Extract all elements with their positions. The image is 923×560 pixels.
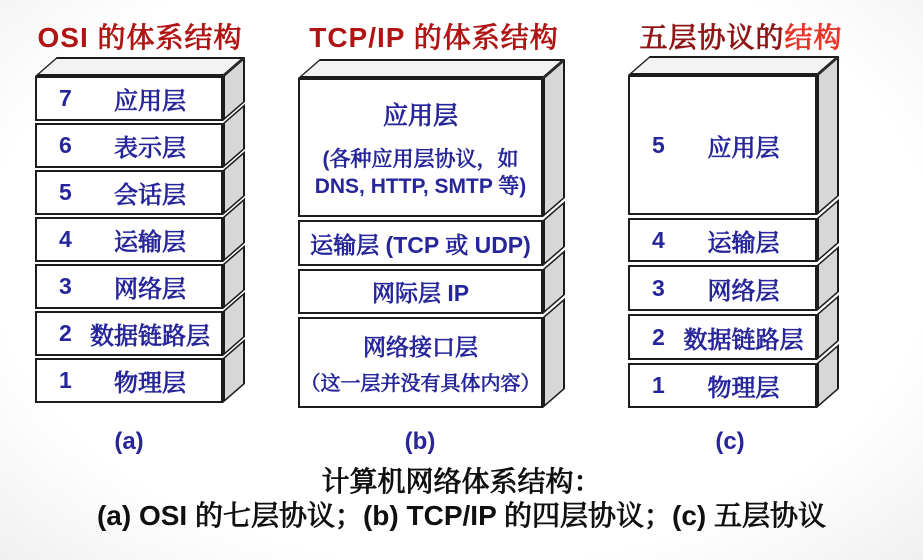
- layer-label: 运输层 (TCP 或 UDP): [310, 231, 531, 258]
- layer-label: 应用层: [382, 101, 458, 130]
- osi-layer-5: [35, 170, 223, 215]
- figure-caption-line-1: 计算机网络体系结构：: [321, 466, 602, 497]
- layer-label: 物理层: [707, 375, 780, 402]
- layer-label: 运输层: [114, 229, 186, 256]
- layer-number: 4: [59, 226, 72, 252]
- layer-label: 网络接口层: [363, 334, 478, 360]
- layer-number: 6: [59, 132, 72, 158]
- tcpip-layer-transport: [298, 220, 543, 266]
- layer-label: 表示层: [114, 135, 186, 162]
- stack-side-face: [817, 56, 839, 215]
- caption-a: (a): [114, 428, 144, 455]
- tcpip-layer-application: [298, 78, 543, 217]
- layer-number: 7: [59, 85, 72, 111]
- layer-label: 会话层: [114, 182, 186, 209]
- osi-stack-title: OSI 的体系结构: [37, 22, 243, 53]
- layer-label: 应用层: [114, 88, 186, 115]
- stack-side-face: [543, 59, 565, 217]
- figure-caption-line-2: (a) OSI 的七层协议；(b) TCP/IP 的四层协议；(c) 五层协议: [96, 500, 827, 531]
- stack-top-face: [628, 56, 839, 75]
- layer-sublabel: DNS, HTTP, SMTP 等): [314, 174, 527, 198]
- tcpip-layer-network-interface: [298, 317, 543, 408]
- layer-sublabel: （这一层并没有具体内容）: [300, 373, 541, 395]
- caption-c: (c): [715, 428, 745, 455]
- layer-number: 3: [59, 273, 72, 299]
- layer-label: 网际层 IP: [371, 280, 470, 306]
- five-layer-stack-title: [612, 16, 870, 56]
- layer-number: 1: [652, 372, 665, 398]
- osi-layer-1: [35, 358, 223, 403]
- layer-number: 4: [652, 226, 665, 253]
- layer-label: 数据链路层: [90, 323, 210, 350]
- osi-layer-4: [35, 217, 223, 262]
- five-layer-title-dark-part: 五层协议的: [639, 22, 785, 53]
- caption-b: (b): [404, 428, 436, 455]
- layer-number: 2: [59, 320, 72, 346]
- osi-stack: [35, 76, 223, 403]
- five-layer-5: [628, 75, 817, 215]
- five-layer-title-bright-part: 结构: [784, 22, 843, 53]
- stack-top-face: [35, 57, 245, 76]
- osi-layer-2: [35, 311, 223, 356]
- osi-layer-7: [35, 76, 223, 121]
- layer-sublabel: (各种应用层协议，如: [322, 147, 519, 171]
- layer-number: 5: [652, 131, 665, 158]
- layer-label: 网络层: [707, 277, 780, 305]
- layer-number: 3: [652, 274, 665, 301]
- osi-layer-6: [35, 123, 223, 168]
- five-layer-3: [628, 265, 817, 311]
- layer-label: 数据链路层: [683, 326, 804, 354]
- layer-label: 应用层: [707, 134, 780, 162]
- five-layer-4: [628, 218, 817, 262]
- layer-label: 网络层: [114, 276, 186, 303]
- tcpip-stack: [298, 78, 543, 408]
- tcpip-stack-title: TCP/IP 的体系结构: [309, 22, 559, 53]
- layer-number: 5: [59, 179, 72, 205]
- layer-label: 运输层: [707, 229, 780, 257]
- stack-side-face: [543, 298, 565, 408]
- stack-top-face: [298, 59, 565, 78]
- osi-layer-3: [35, 264, 223, 309]
- five-layer-1: [628, 363, 817, 408]
- layer-number: 2: [652, 323, 665, 350]
- layer-number: 1: [59, 367, 72, 393]
- five-layer-stack: [628, 75, 817, 408]
- five-layer-2: [628, 314, 817, 360]
- tcpip-layer-internet: [298, 269, 543, 314]
- layer-label: 物理层: [114, 370, 186, 397]
